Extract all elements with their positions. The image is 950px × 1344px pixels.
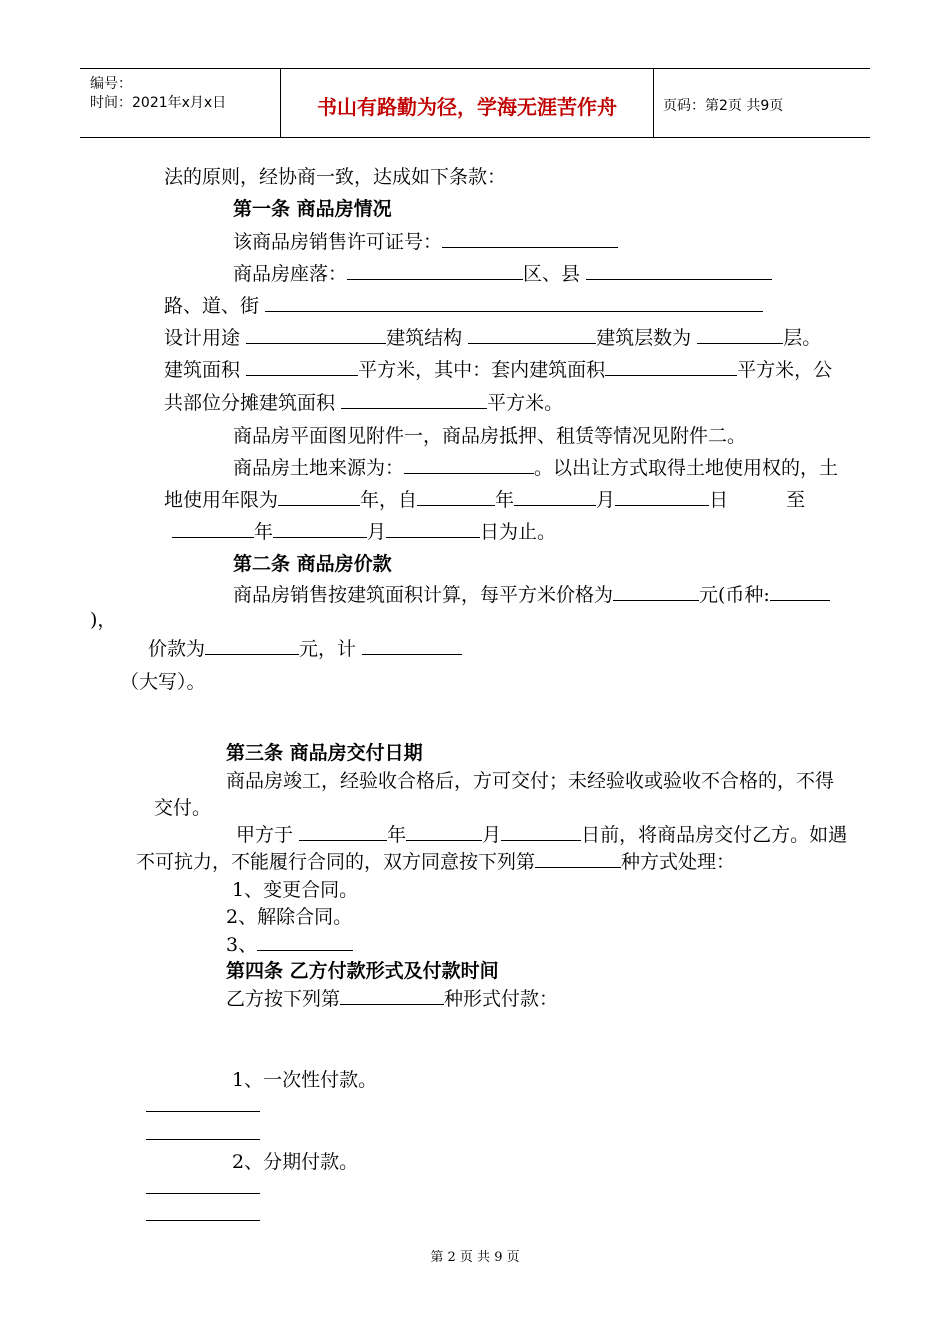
header-page-cell bbox=[653, 69, 870, 137]
article-1-title: 第一条 商品房情况 bbox=[233, 198, 392, 220]
delivery-para-1b: 交付。 bbox=[154, 797, 212, 819]
plan-line: 商品房平面图见附件一，商品房抵押、租赁等情况见附件二。 bbox=[233, 425, 747, 447]
motto: 书山有路勤为径，学海无涯苦作舟 bbox=[317, 95, 617, 119]
option-3: 3、 bbox=[226, 933, 353, 957]
header-meta-cell bbox=[80, 69, 280, 137]
option-1: 1、变更合同。 bbox=[232, 879, 359, 901]
permit-line: 该商品房销售许可证号： bbox=[233, 230, 618, 254]
caps-line: （大写）。 bbox=[120, 671, 206, 693]
time-label: 时间：2021年x月x日 bbox=[90, 95, 227, 111]
land-term-end-line: 年 月 日为止。 bbox=[172, 520, 556, 544]
article-2-title: 第二条 商品房价款 bbox=[233, 553, 392, 575]
currency-close: )， bbox=[90, 609, 117, 631]
blank-line bbox=[146, 1220, 260, 1221]
use-line: 设计用途 建筑结构 建筑层数为 层。 bbox=[164, 327, 822, 349]
intro-line: 法的原则，经协商一致，达成如下条款： bbox=[164, 166, 507, 188]
article-3-title: 第三条 商品房交付日期 bbox=[226, 742, 423, 764]
option-2: 2、解除合同。 bbox=[226, 906, 353, 928]
location-line: 商品房座落： 区、县 bbox=[233, 262, 772, 286]
road-line: 路、道、街 bbox=[164, 294, 763, 318]
page-header bbox=[80, 68, 870, 138]
payment-line: 乙方按下列第 种形式付款： bbox=[226, 988, 559, 1010]
number-label: 编号： bbox=[90, 76, 132, 92]
area-line: 建筑面积 平方米，其中：套内建筑面积 平方米，公 bbox=[164, 359, 833, 381]
blank-line bbox=[146, 1193, 260, 1194]
blank-line bbox=[146, 1111, 260, 1112]
page-footer: 第 2 页 共 9 页 bbox=[430, 1250, 520, 1265]
page-info: 页码：第2页 共9页 bbox=[663, 98, 784, 114]
price-line: 商品房销售按建筑面积计算，每平方米价格为 元(币种: bbox=[233, 583, 830, 607]
delivery-para-2b: 不可抗力，不能履行合同的，双方同意按下列第 种方式处理： bbox=[136, 851, 736, 873]
payment-option-2: 2、分期付款。 bbox=[232, 1151, 359, 1173]
land-term-line: 地使用年限为 年，自 年 月 日 至 bbox=[164, 489, 806, 511]
shared-area-line: 共部位分摊建筑面积 平方米。 bbox=[164, 392, 564, 414]
header-motto-cell bbox=[280, 69, 654, 137]
land-source-line: 商品房土地来源为： 。以出让方式取得土地使用权的，土 bbox=[233, 457, 839, 479]
article-4-title: 第四条 乙方付款形式及付款时间 bbox=[226, 960, 499, 982]
blank-line bbox=[146, 1139, 260, 1140]
delivery-para-2a: 甲方于 年 月 日前，将商品房交付乙方。如遇 bbox=[236, 824, 848, 846]
total-line: 价款为 元，计 bbox=[148, 637, 462, 661]
delivery-para-1a: 商品房竣工，经验收合格后，方可交付；未经验收或验收不合格的，不得 bbox=[226, 770, 835, 792]
payment-option-1: 1、一次性付款。 bbox=[232, 1069, 378, 1091]
